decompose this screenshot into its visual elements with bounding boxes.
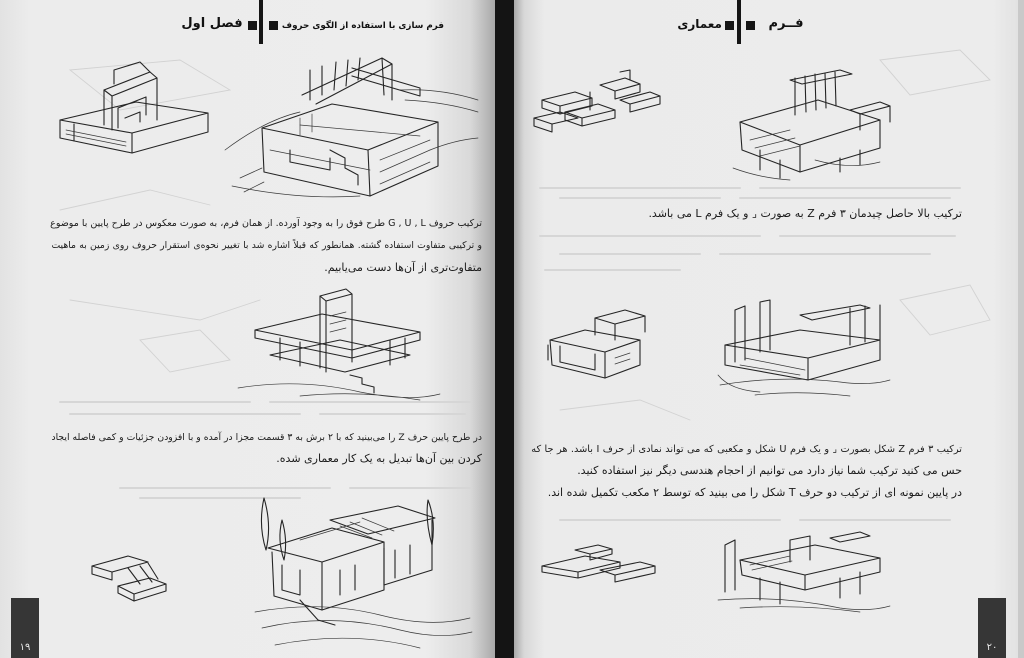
paragraph-line-text: در پایین نمونه ای از ترکیب دو حرف T شکل را می بینید که توسط ۲ مکعب تکمیل شده اند. <box>547 486 962 499</box>
section-title-text: فــرم <box>768 16 804 31</box>
paragraph-line <box>530 485 962 501</box>
page-number: ۱۹ <box>19 642 31 653</box>
paragraph-line <box>530 441 962 457</box>
header-divider-bar <box>737 0 741 44</box>
book-title-text: معماری <box>677 17 722 31</box>
book-title <box>676 14 722 34</box>
left-page <box>0 0 495 658</box>
chapter-title-text: فرم سازی با استفاده از الگوی حروف <box>281 21 444 31</box>
right-page <box>514 0 1018 658</box>
paragraph-line <box>50 429 482 445</box>
paragraph-line <box>50 451 482 467</box>
paragraph-line-text: ترکیب بالا حاصل چیدمان ۳ فرم Z به صورت ⌟ و یک فرم L می باشد. <box>648 207 962 220</box>
paragraph-line <box>50 260 482 276</box>
chapter-title <box>282 15 444 35</box>
paragraph-line-text: در طرح پایین حرف Z را می‌بینید که با ۲ برش به ۳ قسمت مجزا در آمده و با افزودن جزئیات و کمی فاصله ایجاد <box>51 432 482 443</box>
page-number-box <box>11 598 39 658</box>
right-page-edge <box>1018 0 1024 658</box>
paragraph-line-text: ترکیب حروف G , U , L طرح فوق را به وجود آورده. از همان فرم، به صورت معکوس در طرح پایین با موضوع <box>50 218 482 229</box>
paragraph-line <box>50 237 482 253</box>
paragraph-line-text: حس می کنید ترکیب شما نیاز دارد می توانیم از احجام هندسی دیگر نیز استفاده کنید. <box>577 464 962 477</box>
header-square-marker <box>746 21 755 30</box>
paragraph-line <box>530 206 962 222</box>
paragraph-line-text: متفاوت‌تری از آن‌ها دست می‌یابیم. <box>324 261 482 274</box>
paragraph-line-text: کردن بین آن‌ها تبدیل به یک کار معماری شده. <box>276 452 482 465</box>
page-number-box <box>978 598 1006 658</box>
page-number: ۲۰ <box>986 642 998 653</box>
section-title <box>758 14 814 34</box>
paragraph-line-text: و ترکیبی متفاوت استفاده گشته. همانطور که قبلاً اشاره شد با تغییر نحوه‌ی استقرار حروف روی زمین به ماهیت <box>51 240 482 251</box>
header-divider-bar <box>259 0 263 44</box>
chapter-label-text: فصل اول <box>181 16 243 31</box>
paragraph-line <box>530 463 962 479</box>
header-square-marker <box>248 21 257 30</box>
chapter-label <box>178 14 246 34</box>
header-square-marker <box>269 21 278 30</box>
header-square-marker <box>725 21 734 30</box>
paragraph-line <box>50 215 482 231</box>
book-gutter <box>495 0 514 658</box>
paragraph-line-text: ترکیب ۳ فرم Z شکل بصورت ⌟ و یک فرم U شکل و مکعبی که می تواند نمادی از حرف I باشد. هر جا که <box>531 444 962 455</box>
